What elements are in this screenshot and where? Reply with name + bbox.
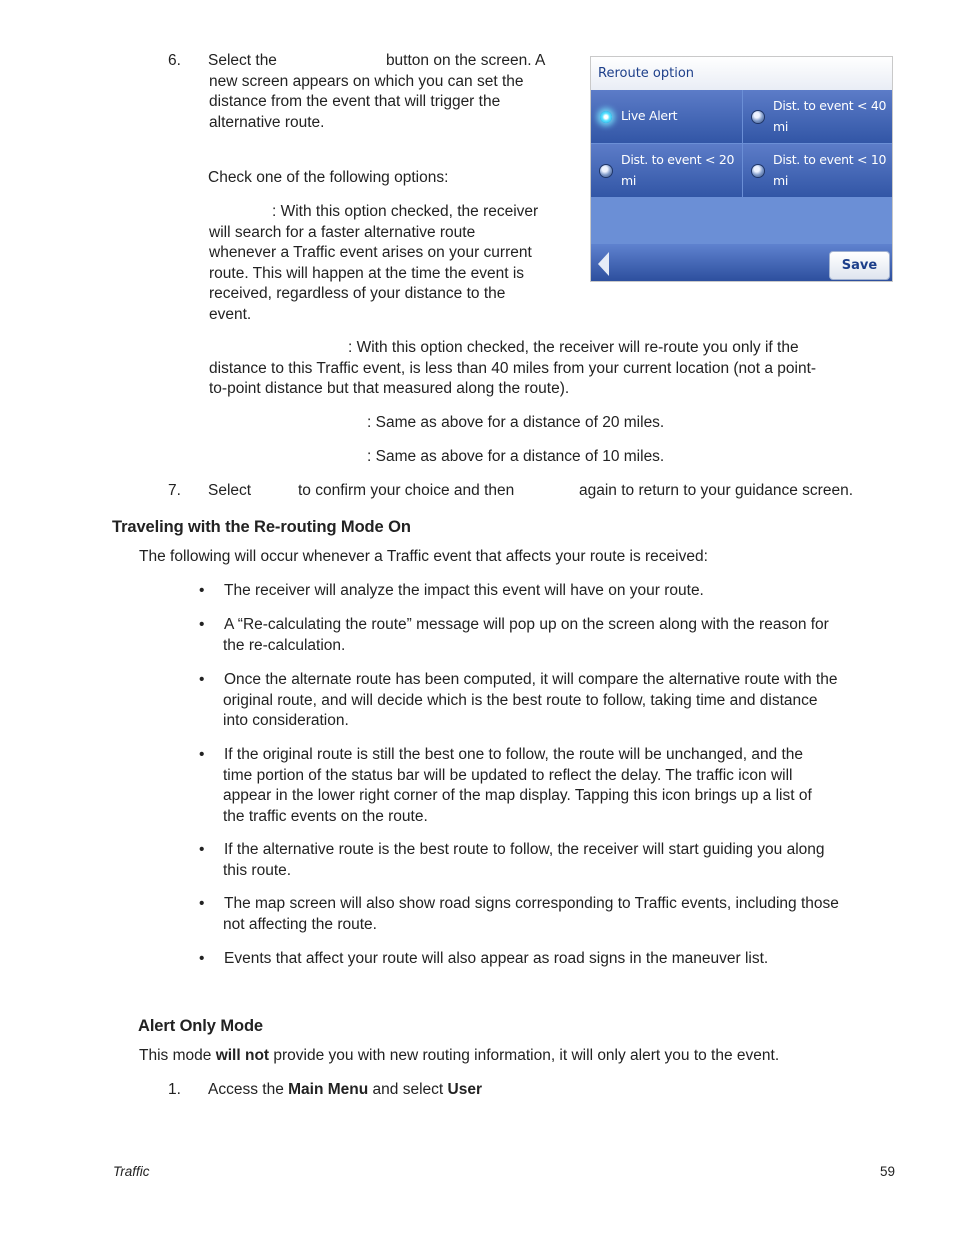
bullet-icon: • (199, 582, 205, 599)
description-line: to-point distance but that measured along the route). (209, 380, 570, 397)
radio-icon (752, 165, 764, 177)
bullet-line: If the original route is still the best one to follow, the route will be unchanged, and the (224, 746, 804, 763)
bullet-line: The receiver will analyze the impact this event will have on your route. (224, 582, 704, 599)
bullet-icon: • (199, 616, 205, 633)
dist-40-description (209, 338, 899, 400)
description-line: event. (209, 305, 252, 323)
intro-text: This mode (139, 1047, 212, 1064)
step-6-select-pre: Select the (208, 52, 277, 69)
step-1-text (208, 1080, 482, 1101)
main-menu-label: Main Menu (288, 1081, 369, 1098)
option-dist-40[interactable] (743, 90, 893, 143)
step-6-text (208, 51, 573, 133)
bullet-line: Events that affect your route will also appear as road signs in the maneuver list. (224, 950, 769, 967)
bullet-line: this route. (223, 861, 292, 879)
step-text: Access the (208, 1081, 284, 1098)
step-7-end: again to return to your guidance screen. (579, 482, 854, 499)
bullet-icon: • (199, 746, 205, 763)
step-6-line: distance from the event that will trigger the (209, 93, 501, 110)
description-line: received, regardless of your distance to the (209, 285, 506, 302)
bullet-line: Once the alternate route has been computed, it will compare the alternative route with the (224, 671, 838, 688)
description-line: will search for a faster alternative route (209, 223, 476, 241)
screenshot-bottom-bar (591, 244, 892, 281)
description-line: distance to this Traffic event, is less than 40 miles from your current location (not a point- (209, 359, 817, 377)
bullet-line: The map screen will also show road signs corresponding to Traffic events, including those (224, 895, 839, 912)
user-label: User (447, 1081, 482, 1098)
section-intro: The following will occur whenever a Traffic event that affects your route is received: (139, 548, 708, 565)
save-button[interactable]: Save (829, 251, 890, 280)
step-6-number: 6. (168, 52, 181, 69)
option-dist-10[interactable] (743, 144, 893, 197)
section-2-intro (139, 1046, 779, 1067)
step-6-line: new screen appears on which you can set the (209, 72, 524, 90)
dist-10-description: : Same as above for a distance of 10 miles. (367, 448, 665, 465)
bullet-icon: • (199, 950, 205, 967)
step-1-number: 1. (168, 1081, 181, 1098)
reroute-option-screenshot (590, 56, 893, 282)
bullet-icon: • (199, 671, 205, 688)
bullet-line: not affecting the route. (223, 915, 377, 933)
screenshot-title: Reroute option (591, 57, 892, 90)
option-label: Dist. to event < 10 mi (773, 152, 887, 188)
step-7-number: 7. (168, 482, 181, 499)
bullet-line: into consideration. (223, 712, 349, 729)
intro-bold-text: will not (215, 1047, 270, 1064)
dist-20-description: : Same as above for a distance of 20 miles. (367, 414, 665, 431)
step-6-line: alternative route. (209, 113, 325, 131)
step-7-middle: to confirm your choice and then (298, 482, 515, 499)
step-6-select-post: button on the screen. A (385, 52, 546, 69)
bullet-line: the re-calculation. (223, 636, 346, 654)
footer-section-title: Traffic (113, 1164, 150, 1179)
step-7-select: Select (208, 482, 252, 499)
option-dist-20[interactable] (591, 144, 742, 197)
radio-icon (752, 111, 764, 123)
check-options-text: Check one of the following options: (208, 169, 449, 186)
option-live-alert[interactable] (591, 90, 742, 143)
bullet-line: time portion of the status bar will be updated to reflect the delay. The traffic icon will (223, 766, 793, 784)
bullet-line: A “Re-calculating the route” message will pop up on the screen along with the reason for (224, 616, 829, 633)
bullet-icon: • (199, 841, 205, 858)
option-label: Dist. to event < 20 mi (621, 152, 735, 188)
option-label: Dist. to event < 40 mi (773, 98, 887, 134)
radio-selected-icon (600, 111, 612, 123)
bullet-line: If the alternative route is the best route to follow, the receiver will start guiding you along (224, 841, 825, 858)
description-line: : With this option checked, the receiver will re-route you only if the (348, 339, 799, 356)
bullet-icon: • (199, 895, 205, 912)
bullet-line: original route, and will decide which is the best route to follow, taking time and distance (223, 691, 818, 709)
page-number: 59 (880, 1164, 896, 1179)
bullet-line: the traffic events on the route. (223, 807, 428, 825)
option-label: Live Alert (621, 108, 678, 124)
section-heading-rerouting: Traveling with the Re-routing Mode On (112, 518, 411, 536)
step-text: and select (372, 1081, 444, 1098)
back-arrow-icon[interactable] (598, 252, 609, 276)
bullet-line: appear in the lower right corner of the map display. Tapping this icon brings up a list of (223, 787, 812, 804)
description-line: whenever a Traffic event arises on your current (209, 244, 532, 261)
description-line: route. This will happen at the time the event is (209, 264, 525, 282)
section-heading-alert-only: Alert Only Mode (138, 1017, 264, 1035)
radio-icon (600, 165, 612, 177)
description-line: : With this option checked, the receiver (272, 203, 539, 220)
intro-text: provide you with new routing information, it will only alert you to the event. (273, 1047, 780, 1064)
live-alert-description (209, 202, 579, 325)
